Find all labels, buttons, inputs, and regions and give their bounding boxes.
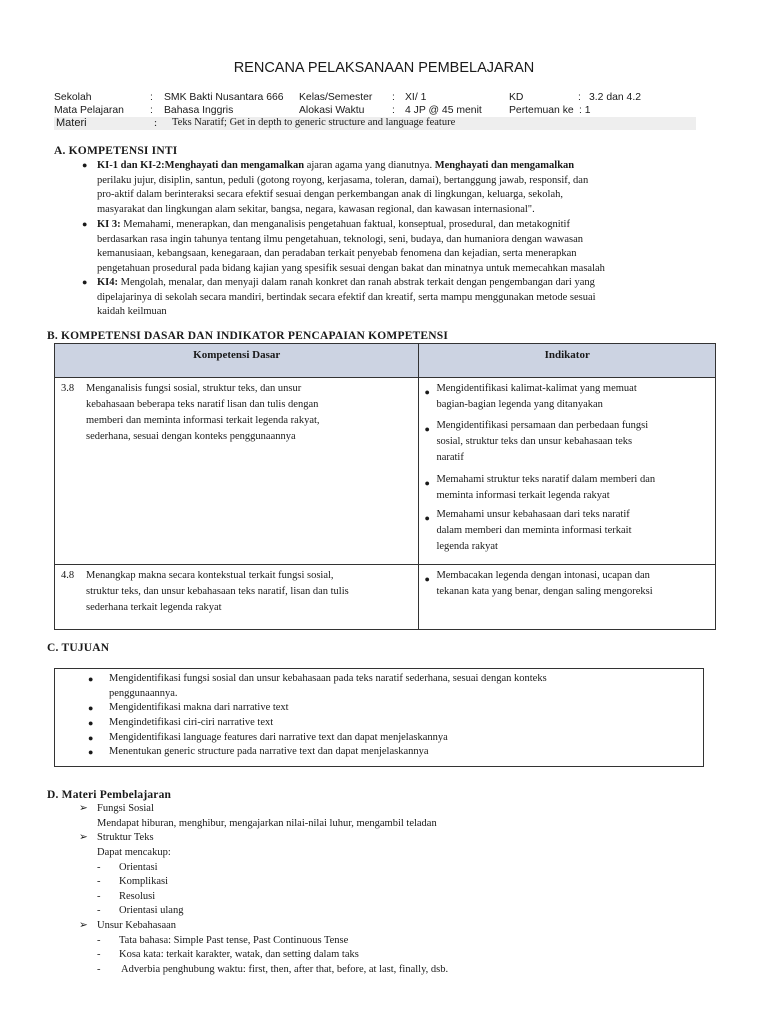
bullet-icon: ● — [82, 219, 88, 229]
objective-line: Mengidentifikasi fungsi sosial dan unsur kebahasaan pada teks naratif sederhana, sesuai dengan konteks — [109, 673, 547, 684]
bullet-icon: ● — [82, 277, 88, 287]
materi-value: Teks Naratif; Get in depth to generic structure and language feature — [172, 117, 456, 128]
kd-number: 4.8 — [61, 570, 75, 581]
kd-line: sederhana, sesuai dengan konteks penggunaannya — [86, 431, 296, 442]
ki-4 — [97, 276, 697, 320]
language-item: Tata bahasa: Simple Past tense, Past Continuous Tense — [119, 935, 349, 946]
bullet-icon: ● — [424, 424, 430, 434]
objective-item — [109, 731, 448, 746]
bullet-icon: ● — [424, 574, 430, 584]
colon: : — [578, 92, 581, 103]
arrow-bullet-icon: ➢ — [79, 832, 88, 843]
section-c-heading: C. TUJUAN — [47, 642, 110, 654]
objective-item — [109, 701, 289, 716]
kd-label: KD — [509, 92, 524, 103]
table-header-indicator: Indikator — [419, 344, 716, 378]
dash-bullet: - — [97, 964, 101, 975]
indicator-line: tekanan kata yang benar, dengan saling mengoreksi — [436, 586, 653, 597]
materi-row — [54, 117, 696, 130]
ki1-text: ajaran agama yang dianutnya. — [304, 160, 435, 171]
meeting-value: : 1 — [579, 105, 591, 116]
colon: : — [150, 105, 153, 116]
subject-value: Bahasa Inggris — [164, 105, 234, 116]
colon: : — [392, 105, 395, 116]
dash-bullet: - — [97, 905, 101, 916]
ki3-line: berdasarkan rasa ingin tahunya tentang ilmu pengetahuan, teknologi, seni, budaya, dan humaniora dengan wawasan — [97, 233, 584, 245]
kd-line: memberi dan meminta informasi terkait legenda rakyat, — [86, 415, 320, 426]
structure-item: Orientasi ulang — [119, 905, 184, 916]
materi-label: Materi — [56, 117, 87, 129]
structure-item: Resolusi — [119, 891, 156, 902]
dash-bullet: - — [97, 891, 101, 902]
ki4-line: dipelajarinya di sekolah secara mandiri, bertindak secara efektif dan kreatif, serta mampu menggunakan metode sesuai — [97, 291, 596, 303]
ki-1-2 — [97, 159, 697, 217]
indicator-line: sosial, struktur teks dan unsur kebahasaan teks — [436, 436, 633, 447]
ki1-line: masyarakat dan lingkungan alam sekitar, bangsa, negara, kawasan regional, dan kawasan internasional". — [97, 203, 535, 215]
objectives-box — [54, 668, 704, 767]
time-allocation-label: Alokasi Waktu — [299, 105, 365, 116]
school-label: Sekolah — [54, 92, 92, 103]
bullet-icon: ● — [88, 733, 94, 743]
bullet-icon: ● — [424, 513, 430, 523]
kd-value: 3.2 dan 4.2 — [589, 92, 641, 103]
objective-line: Mengidentifikasi language features dari narrative text dan dapat menjelaskannya — [109, 732, 448, 743]
section-a-heading: A. KOMPETENSI INTI — [54, 145, 178, 157]
section-b-heading: B. KOMPETENSI DASAR DAN INDIKATOR PENCAPAIAN KOMPETENSI — [47, 330, 449, 342]
objective-item — [109, 716, 273, 731]
indicator-line: dalam memberi dan meminta informasi terkait — [436, 525, 632, 536]
kd-line: kebahasaan beberapa teks naratif lisan dan tulis dengan — [86, 399, 319, 410]
bullet-icon: ● — [424, 387, 430, 397]
ki1-line: perilaku jujur, disiplin, santun, peduli (gotong royong, kerjasama, toleran, damai), bertanggung jawab, responsif, dan — [97, 174, 589, 186]
arrow-bullet-icon: ➢ — [79, 803, 88, 814]
dash-bullet: - — [97, 949, 101, 960]
indicator-line: Membacakan legenda dengan intonasi, ucapan dan — [436, 570, 650, 581]
ki1-line: pro-aktif dalam berinteraksi secara efektif sesuai dengan perkembangan anak di lingkungan, keluarga, sekolah, — [97, 189, 563, 200]
structure-item: Komplikasi — [119, 876, 168, 887]
indicator-line: bagian-bagian legenda yang ditanyakan — [436, 399, 603, 410]
ki1-bold-1: KI-1 dan KI-2:Menghayati dan mengamalkan — [97, 160, 305, 171]
dash-bullet: - — [97, 935, 101, 946]
dash-bullet: - — [97, 876, 101, 887]
colon: : — [154, 117, 158, 129]
bullet-icon: ● — [82, 160, 88, 170]
kd-indicator-table — [54, 343, 716, 630]
page-title: RENCANA PELAKSANAAN PEMBELAJARAN — [233, 60, 535, 76]
language-features-title: Unsur Kebahasaan — [97, 920, 177, 931]
ki3-line: pengetahuan prosedural pada bidang kajian yang spesifik sesuai dengan bakat dan minatnya untuk memecahkan masalah — [97, 262, 605, 274]
subject-label: Mata Pelajaran — [54, 105, 124, 116]
indicator-item — [436, 507, 631, 555]
colon: : — [150, 92, 153, 103]
bullet-icon: ● — [88, 718, 94, 728]
kd-number: 3.8 — [61, 383, 75, 394]
table-row — [55, 565, 716, 630]
indicator-line: Mengidentifikasi kalimat-kalimat yang memuat — [436, 383, 637, 394]
time-allocation-value: 4 JP @ 45 menit — [405, 105, 482, 116]
objective-line: Mengindetifikasi ciri-ciri narrative text — [109, 717, 274, 728]
school-value: SMK Bakti Nusantara 666 — [164, 92, 284, 103]
section-d-heading: D. Materi Pembelajaran — [47, 789, 172, 801]
indicator-line: Memahami struktur teks naratif dalam memberi dan — [436, 474, 656, 485]
structure-item: Orientasi — [119, 862, 158, 873]
social-function-title: Fungsi Sosial — [97, 803, 154, 814]
ki4-text: Mengolah, menalar, dan menyaji dalam ranah konkret dan ranah abstrak terkait dengan pengembangan dari yang — [118, 277, 595, 288]
bullet-icon: ● — [88, 703, 94, 713]
indicator-item — [436, 418, 648, 466]
header-row-1 — [54, 92, 696, 105]
kd-line: struktur teks, dan unsur kebahasaan teks naratif, lisan dan tulis — [86, 586, 349, 597]
table-row — [55, 378, 716, 565]
ki1-bold-2: Menghayati dan mengamalkan — [434, 160, 575, 171]
objective-line: Mengidentifikasi makna dari narrative text — [109, 702, 289, 713]
indicator-line: meminta informasi terkait legenda rakyat — [436, 490, 610, 501]
text-structure-intro: Dapat mencakup: — [97, 847, 171, 858]
language-item: Kosa kata: terkait karakter, watak, dan setting dalam taks — [119, 949, 359, 960]
kd-line: Menangkap makna secara kontekstual terkait fungsi sosial, — [86, 570, 334, 581]
language-item: Adverbia penghubung waktu: first, then, after that, before, at last, finally, dsb. — [119, 964, 449, 975]
table-header-kd: Kompetensi Dasar — [55, 344, 419, 378]
arrow-bullet-icon: ➢ — [79, 920, 88, 931]
bullet-icon: ● — [88, 747, 94, 757]
kd-line: sederhana terkait legenda rakyat — [86, 602, 222, 613]
class-semester-value: XI/ 1 — [405, 92, 427, 103]
indicator-line: Memahami unsur kebahasaan dari teks naratif — [436, 509, 630, 520]
indicator-line: naratif — [436, 452, 464, 463]
kd-description — [86, 568, 349, 616]
objective-line: Menentukan generic structure pada narrative text dan dapat menjelaskannya — [109, 746, 429, 757]
social-function-text: Mendapat hiburan, menghibur, mengajarkan nilai-nilai luhur, mengambil teladan — [97, 818, 437, 829]
ki4-line: kaidah keilmuan — [97, 306, 167, 317]
indicator-item — [436, 568, 652, 600]
kd-line: Menganalisis fungsi sosial, struktur teks, dan unsur — [86, 383, 302, 394]
ki3-text: Memahami, menerapkan, dan menganalisis pengetahuan faktual, konseptual, prosedural, dan metakognitif — [120, 219, 570, 230]
ki-3 — [97, 218, 697, 276]
bullet-icon: ● — [88, 674, 94, 684]
text-structure-title: Struktur Teks — [97, 832, 154, 843]
bullet-icon: ● — [424, 478, 430, 488]
dash-bullet: - — [97, 862, 101, 873]
objective-line: penggunaannya. — [109, 687, 178, 699]
indicator-item — [436, 472, 655, 504]
class-semester-label: Kelas/Semester — [299, 92, 373, 103]
kd-description — [86, 381, 320, 445]
indicator-line: Mengidentifikasi persamaan dan perbedaan fungsi — [436, 420, 649, 431]
ki4-bold: KI4: — [97, 277, 118, 288]
ki3-line: kemanusiaan, kebangsaan, kenegaraan, dan peradaban terkait penyebab fenomena dan kejadian, serta menerapkan — [97, 248, 577, 259]
colon: : — [392, 92, 395, 103]
indicator-line: legenda rakyat — [436, 541, 498, 552]
indicator-item — [436, 381, 636, 413]
meeting-label: Pertemuan ke — [509, 105, 574, 116]
objective-item — [109, 745, 429, 760]
ki3-bold: KI 3: — [97, 219, 121, 230]
objective-item — [109, 672, 547, 701]
